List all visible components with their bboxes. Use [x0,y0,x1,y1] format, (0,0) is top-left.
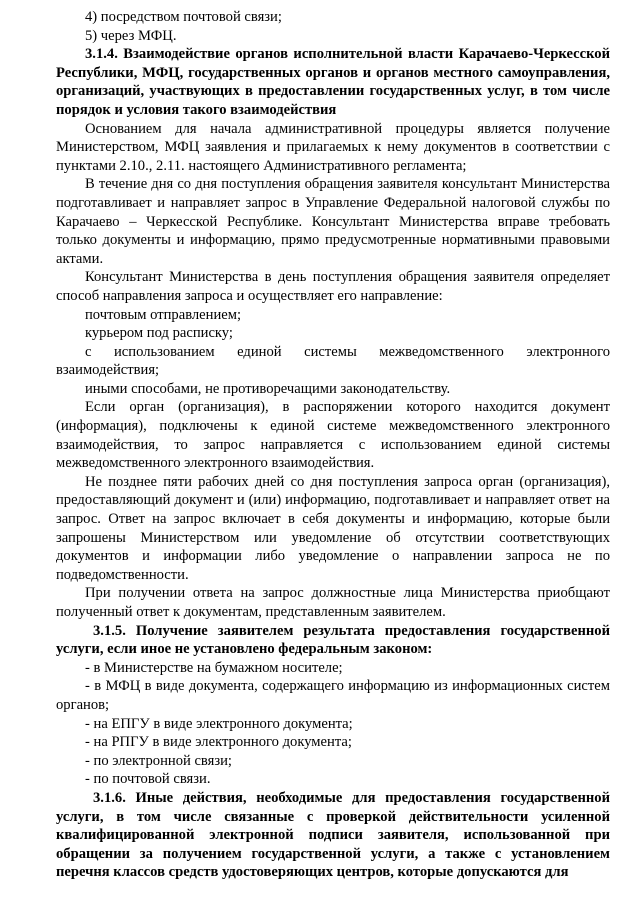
paragraph-request: В течение дня со дня поступления обращения заявителя консультант Министерства подготавливает и направляет запрос в Управление Федеральной налоговой службы по Карачаево – Черкесской Республике. Консультант Министерства вправе требовать только документы и информацию, прямо предусмотренные нормативными правовыми актами. [56,176,610,267]
section-3-1-5-heading: 3.1.5. Получение заявителем результата предоставления государственной услуги, если иное не установлено федеральным законом: [56,622,610,658]
paragraph-connected-system: Если орган (организация), в распоряжении которого находится документ (информация), подключены к единой системе межведомственного электронного взаимодействия, то запрос направляется с использованием единой системы межведомственного электронного взаимодействия. [56,399,610,472]
section-3-1-4-heading: 3.1.4. Взаимодействие органов исполнительной власти Карачаево-Черкесской Республики, МФЦ, государственных органов и органов местного самоуправления, организаций, участвующих в предоставлении государственных услуг, в том числе порядок и условия такого взаимодействия [56,46,610,118]
paragraph-basis: Основанием для начала административной процедуры является получение Министерством, МФЦ заявления и прилагаемых к нему документов в соответствии с пунктами 2.10., 2.11. настоящего Административного регламента; [56,120,610,174]
method-item-other: иными способами, не противоречащими законодательству. [85,380,451,397]
paragraph-response-attach: При получении ответа на запрос должностные лица Министерства приобщают полученный ответ к документам, представленным заявителем. [56,585,610,620]
list-line-post: 4) посредством почтовой связи; [85,9,282,25]
result-item-rpgu: - на РПГУ в виде электронного документа; [85,734,352,751]
result-item-epgu: - на ЕПГУ в виде электронного документа; [85,715,353,732]
result-item-mfc: - в МФЦ в виде документа, содержащего информацию из информационных систем органов; [56,678,610,713]
method-item-electronic: с использованием единой системы межведомственного электронного взаимодействия; [56,343,610,379]
section-3-1-6-heading: 3.1.6. Иные действия, необходимые для предоставления государственной услуги, в том числе связанные с проверкой действительности усиленной квалифицированной электронной подписи заявителя, использованной при обращении за получением государственной услуги, а также с установлением перечня классов средств удостоверяющих центров, которые допускаются для [56,789,610,881]
method-item-mail: почтовым отправлением; [85,306,242,323]
result-item-ministry: - в Министерстве на бумажном носителе; [85,659,343,676]
paragraph-method: Консультант Министерства в день поступления обращения заявителя определяет способ направления запроса и осуществляет его направление: [56,269,610,304]
method-item-courier: курьером под расписку; [85,325,233,342]
result-item-email: - по электронной связи; [85,752,232,769]
paragraph-response-deadline: Не позднее пяти рабочих дней со дня поступления запроса орган (организация), предоставляющий документ и (или) информацию, подготавливает и направляет ответ на запрос. Ответ на запрос включает в себя документы и информацию, которые были запрошены Министерством или уведомление об отсутствии соответствующих документов и информации либо уведомление о направлении запроса не по подведомственности. [56,473,610,583]
list-line-mfc: 5) через МФЦ. [85,27,177,44]
result-item-post: - по почтовой связи. [85,771,211,788]
